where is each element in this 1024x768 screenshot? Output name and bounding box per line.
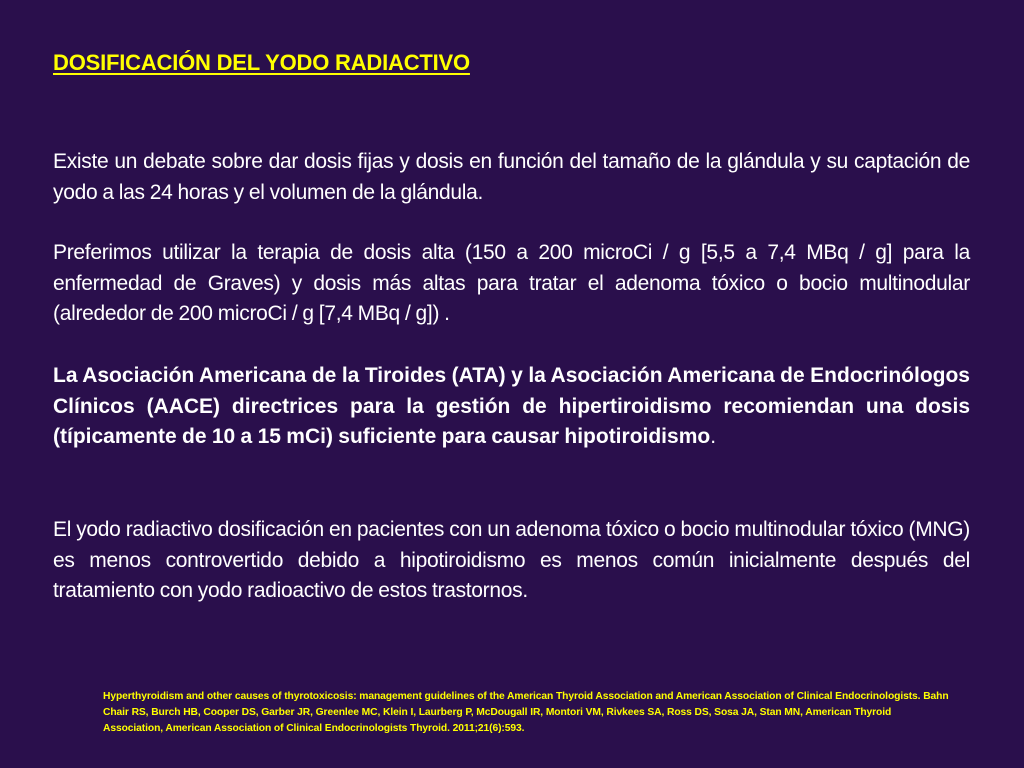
reference-citation: Hyperthyroidism and other causes of thyrotoxicosis: management guidelines of the American Thyroid Association and American Association of Clinical Endocrinologists. Bahn Chair RS, Burch HB, Cooper DS, Garber JR, Greenlee MC, Klein I, Laurberg P, McDougall IR, Montori VM, Rivkees SA, Ross DS, Sosa JA, Stan MN, American Thyroid Association, American Association of Clinical Endocrinologists Thyroid. 2011;21(6):593. xyxy=(103,691,949,734)
paragraph-ata-aace xyxy=(53,361,970,453)
paragraph-ata-aace-bold: La Asociación Americana de la Tiroides (ATA) y la Asociación Americana de Endocrinólogos Clínicos (AACE) directrices para la gestión de hipertiroidismo recomiendan una dosis (típicamente de 10 a 15 mCi) suficiente para causar hipotiroidismo xyxy=(53,364,970,448)
paragraph-debate: Existe un debate sobre dar dosis fijas y dosis en función del tamaño de la glándula y su captación de yodo a las 24 horas y el volumen de la glándula. xyxy=(53,150,970,204)
paragraph-preferred-therapy: Preferimos utilizar la terapia de dosis alta (150 a 200 microCi / g [5,5 a 7,4 MBq / g] para la enfermedad de Graves) y dosis más altas para tratar el adenoma tóxico o bocio multinodular (alrededor de 200 microCi / g [7,4 MBq / g]) . xyxy=(53,241,970,325)
slide-title: DOSIFICACIÓN DEL YODO RADIACTIVO xyxy=(53,50,470,75)
paragraph-ata-aace-tail: . xyxy=(710,425,717,448)
paragraph-toxic-adenoma: El yodo radiactivo dosificación en pacientes con un adenoma tóxico o bocio multinodular tóxico (MNG) es menos controvertido debido a hipotiroidismo es menos común inicialmente después del tratamiento con yodo radioactivo de estos trastornos. xyxy=(53,518,970,602)
